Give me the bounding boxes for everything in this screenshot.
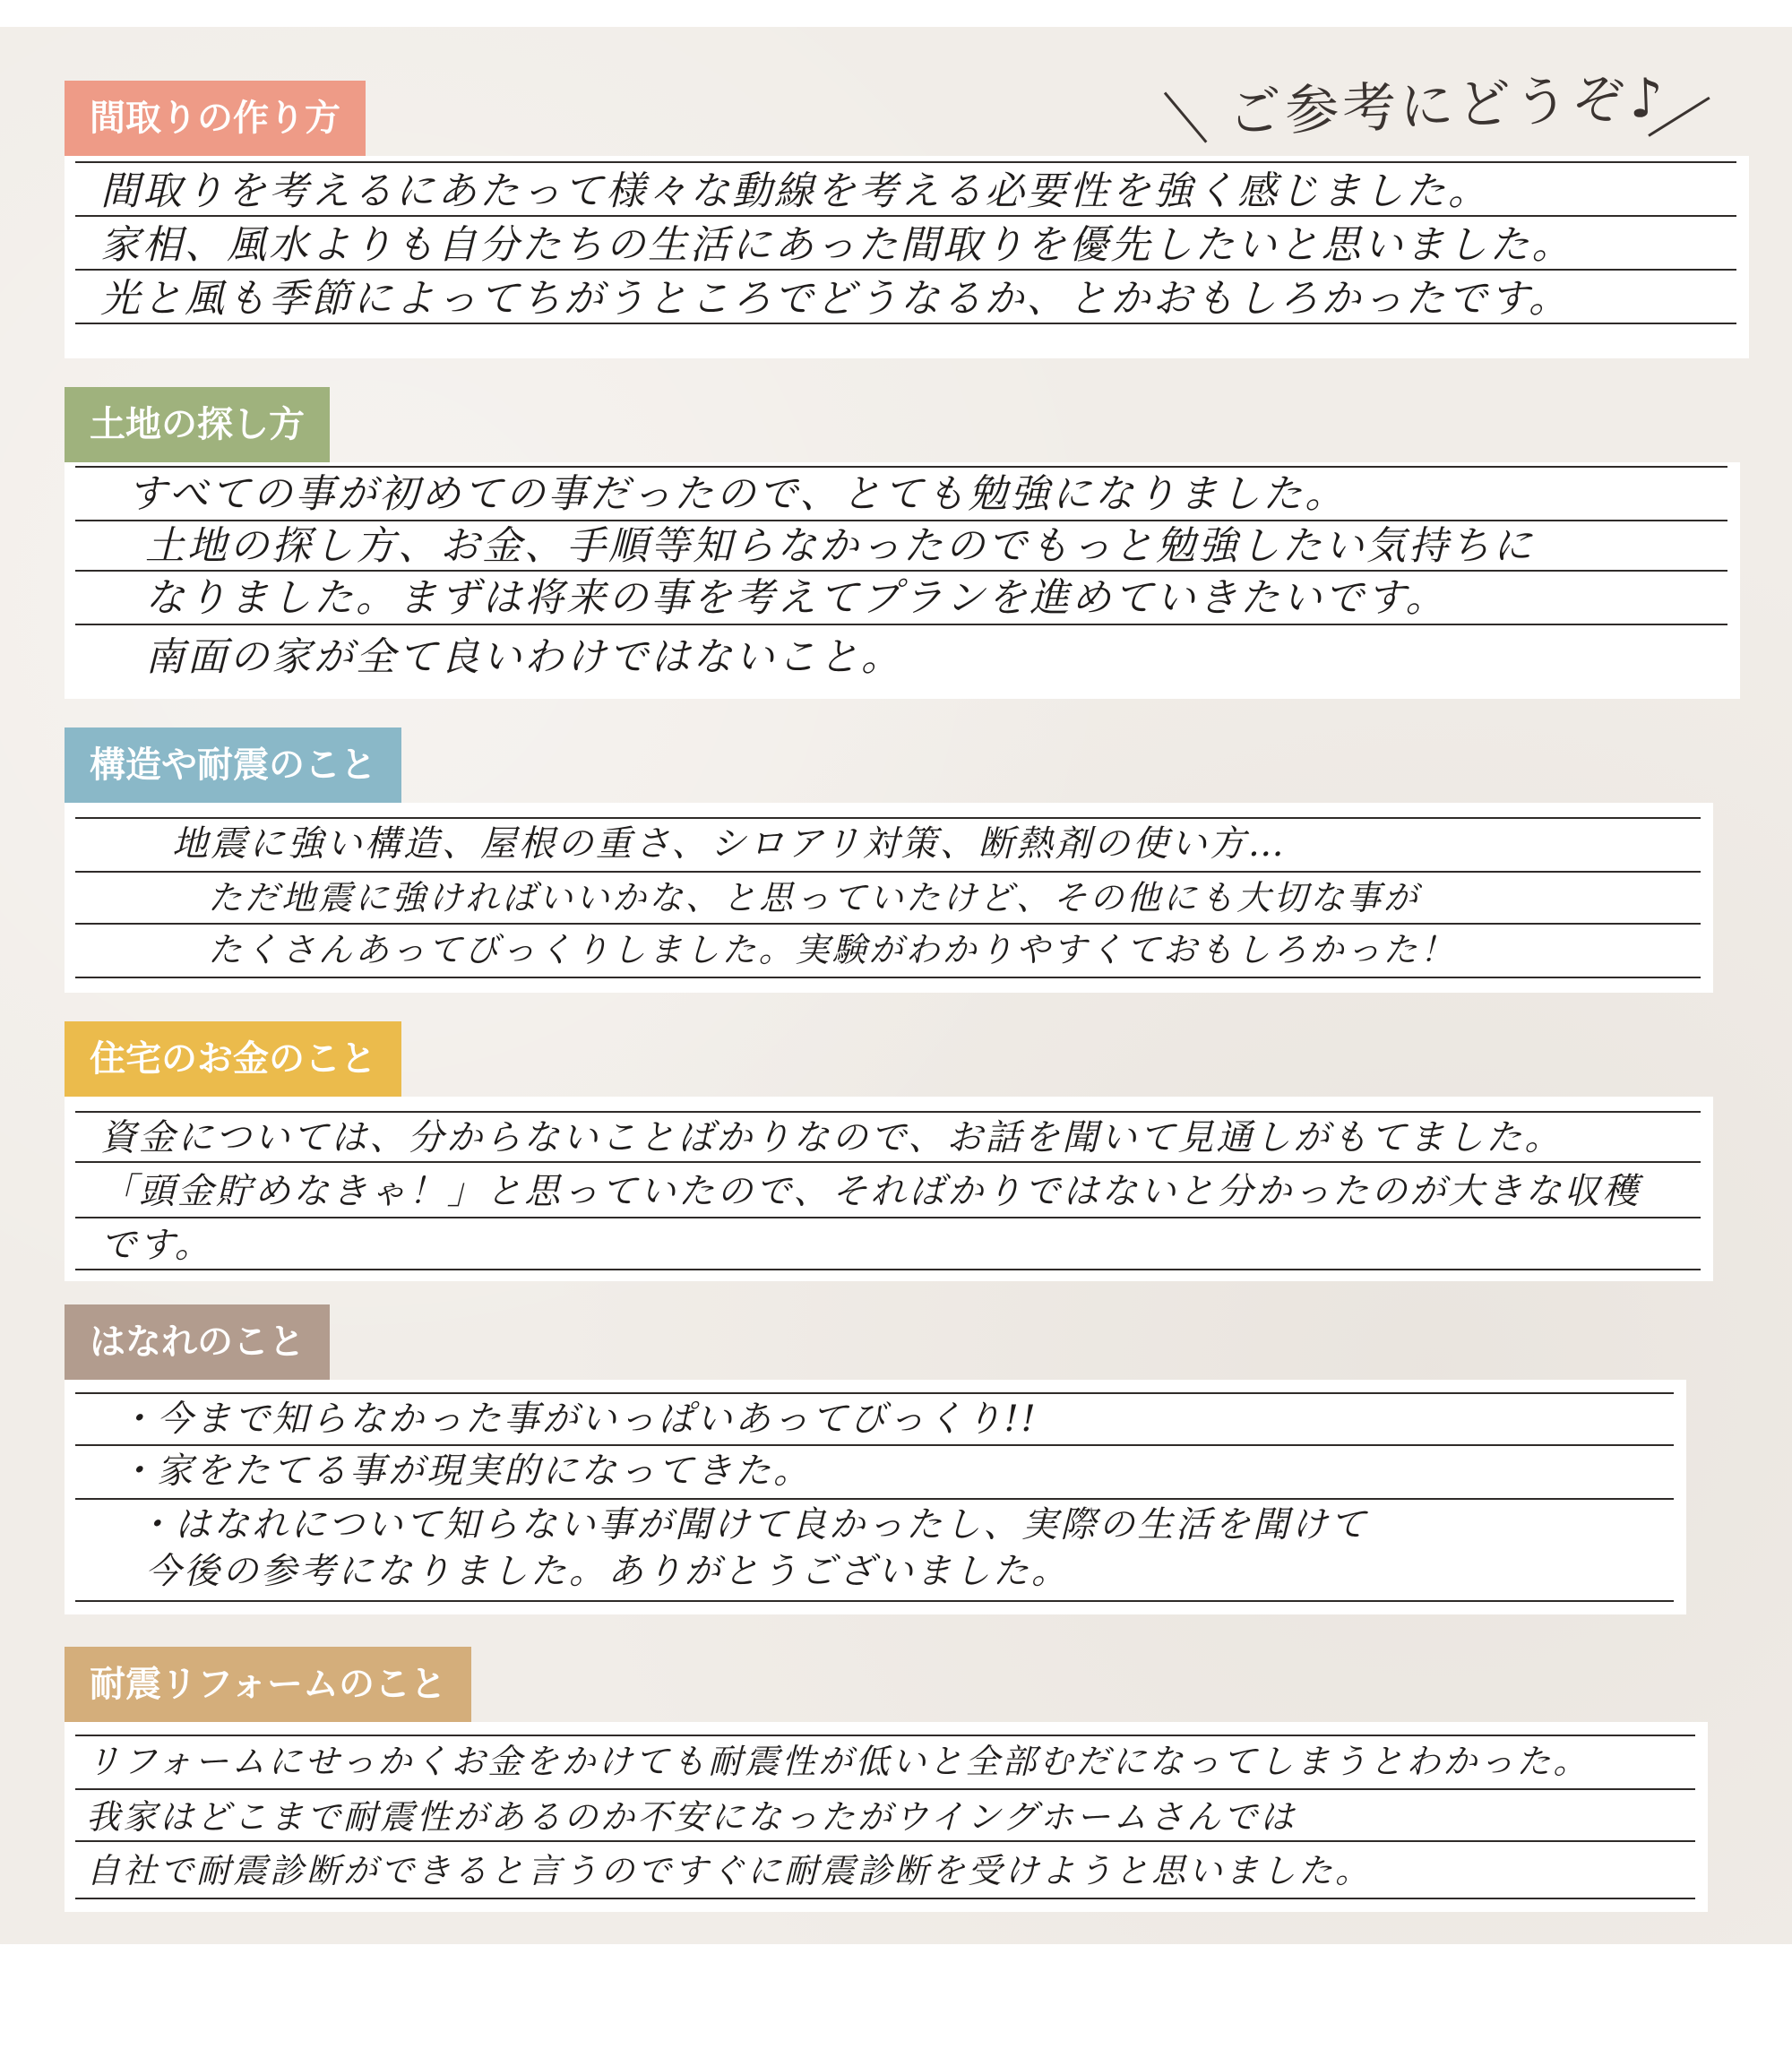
handwritten-line: 南面の家が全て良いわけではないこと。 [145,634,903,680]
handwritten-line: 資金については、分からないことばかりなので、お話を聞いて見通しがもてました。 [100,1117,1564,1158]
rule-line [75,323,1736,324]
handwritten-line: なりました。まずは将来の事を考えてプランを進めていきたいです。 [145,575,1448,621]
handwritten-line: ・家をたてる事が現実的になってきた。 [118,1451,812,1492]
handwritten-line: 間取りを考えるにあたって様々な動線を考える必要性を強く感じました。 [100,168,1490,214]
section-madori [65,81,1749,358]
section-title: はなれのこと [65,1304,330,1380]
section-title: 耐震リフォームのこと [65,1647,471,1722]
handwritten-line: 地震に強い構造、屋根の重さ、シロアリ対策、断熱剤の使い方… [172,823,1287,865]
handwritten-line: 我家はどこまで耐震性があるのか不安になったがウイングホームさんでは [86,1797,1297,1837]
section-title: 土地の探し方 [65,387,330,462]
handwritten-line: ・今まで知らなかった事がいっぱいあってびっくり!! [118,1399,1038,1440]
rule-line [75,161,1736,163]
tagline-text: ご参考にどうぞ♪ [1227,66,1668,145]
rule-line [75,570,1727,572]
rule-line [75,1269,1701,1270]
rule-line [75,624,1727,625]
rule-line [75,1217,1701,1218]
handwritten-line: すべての事が初めての事だったので、とても勉強になりました。 [127,471,1348,517]
rule-line [75,1898,1695,1899]
handwritten-line: 自社で耐震診断ができると言うのですぐに耐震診断を受けようと思いました。 [86,1851,1373,1890]
handwritten-line: ただ地震に強ければいいかな、と思っていたけど、その他にも大切な事が [208,878,1421,917]
section-card [65,1097,1713,1281]
section-hanare [65,1304,1686,1614]
section-tochi [65,387,1740,699]
section-card [65,803,1713,993]
section-title: 住宅のお金のこと [65,1021,401,1097]
handwritten-line: 家相、風水よりも自分たちの生活にあった間取りを優先したいと思いました。 [100,222,1574,268]
section-card [65,1380,1686,1614]
handwritten-line: 土地の探し方、お金、手順等知らなかったのでもっと勉強したい気持ちに [145,523,1535,569]
rule-line [75,1840,1695,1842]
section-reform [65,1647,1708,1912]
rule-line [75,269,1736,271]
rule-line [75,977,1701,978]
rule-line [75,215,1736,217]
rule-line [75,466,1727,468]
section-card [65,156,1749,358]
section-card [65,462,1740,699]
section-okane [65,1021,1713,1281]
section-card [65,1722,1708,1912]
rule-line [75,1600,1674,1602]
handwritten-line: リフォームにせっかくお金をかけても耐震性が低いと全部むだになってしまうとわかった。 [86,1742,1590,1781]
handwritten-line: 今後の参考になりました。ありがとうございました。 [145,1551,1070,1592]
rule-line [75,1788,1695,1790]
section-kouzou [65,727,1713,993]
rule-line [75,1161,1701,1163]
section-title: 構造や耐震のこと [65,727,401,803]
handwritten-line: です。 [100,1225,213,1266]
handwritten-line: ・はなれについて知らない事が聞けて良かったし、実際の生活を聞けて [136,1504,1369,1545]
handwritten-line: たくさんあってびっくりしました。実験がわかりやすくておもしろかった！ [208,930,1457,969]
handwritten-line: 光と風も季節によってちがうところでどうなるか、とかおもしろかったです。 [100,276,1572,322]
section-title: 間取りの作り方 [65,81,366,156]
handwritten-line: 「頭金貯めなきゃ！」と思っていたので、そればかりではないと分かったのが大きな収穫 [100,1171,1641,1212]
